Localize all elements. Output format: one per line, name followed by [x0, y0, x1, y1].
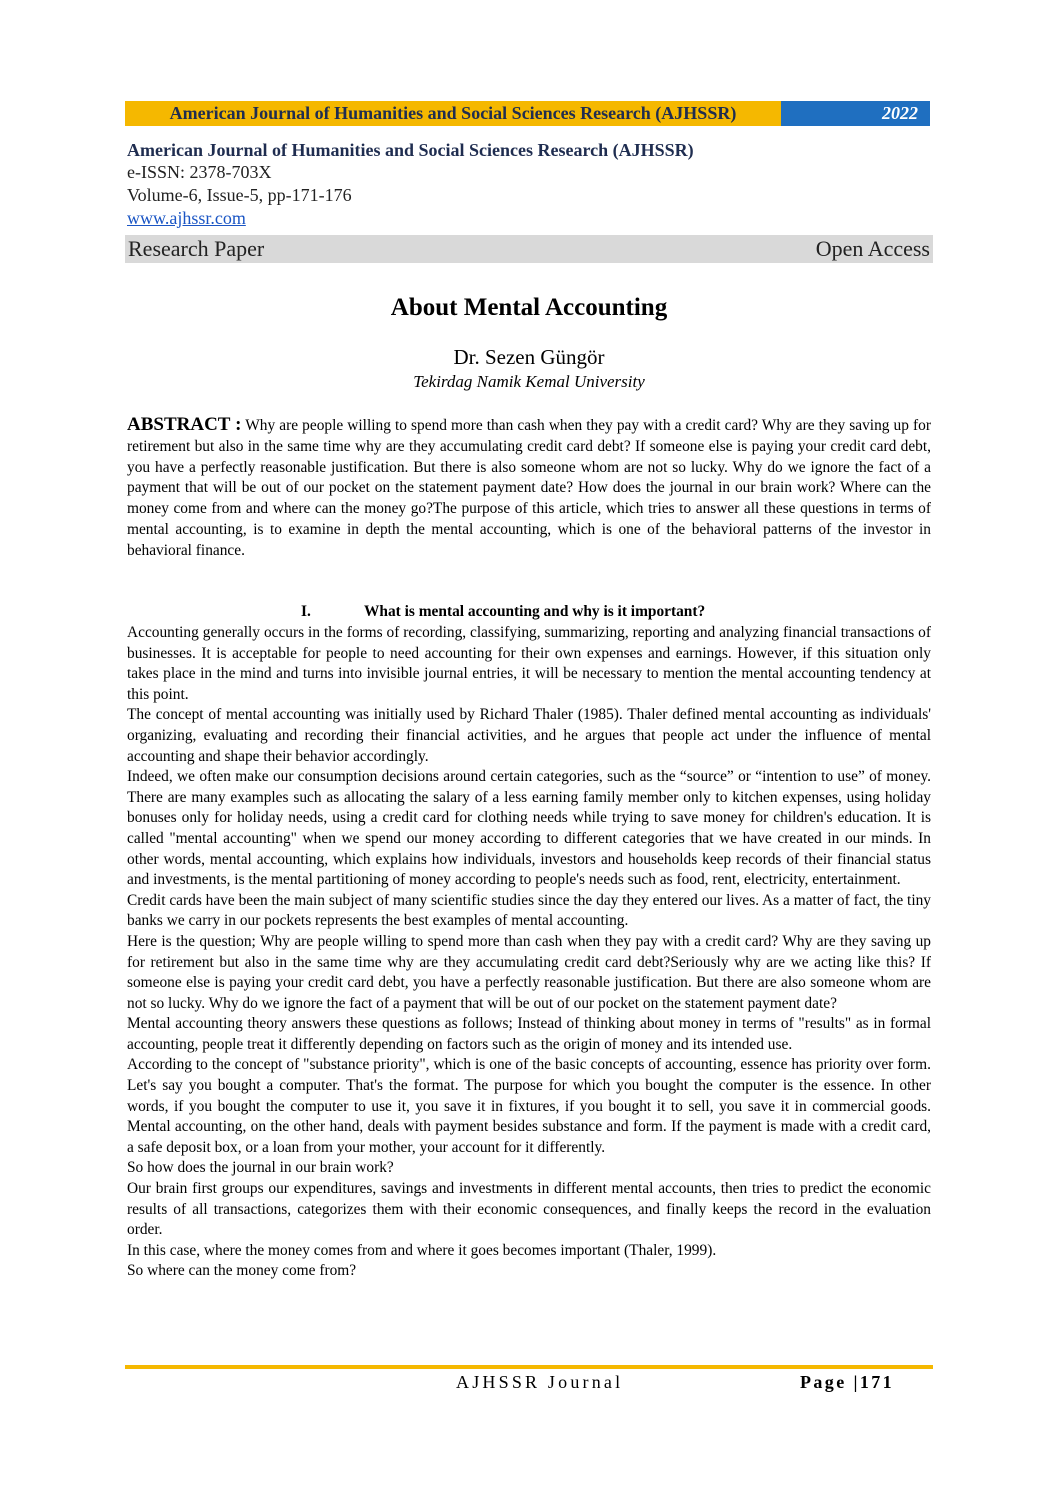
running-header-journal: American Journal of Humanities and Social Sciences Research (AJHSSR): [125, 101, 781, 126]
article-type-label: Research Paper: [128, 236, 265, 261]
paper-author: Dr. Sezen Güngör: [453, 345, 605, 369]
journal-issn: e-ISSN: 2378-703X: [127, 162, 272, 182]
section-number: I.: [301, 603, 311, 620]
running-header-year: 2022: [781, 101, 930, 126]
article-type-bar: [125, 235, 933, 263]
paragraph: Indeed, we often make our consumption decisions around certain categories, such as the “source” or “intention to use” of money. There are many examples such as allocating the salary of a less earning family member only to kitchen expenses, using holiday bonuses only for holiday needs, using a credit card for clothing needs while trying to save money for children's education. It is called "mental accounting" when we spend our money according to different categories that we have created in our minds. In other words, mental accounting, which explains how individuals, investors and households keep records of their financial status and investments, is the mental partitioning of money according to people's needs such as food, rent, electricity, entertainment.: [127, 768, 931, 889]
paragraph: Credit cards have been the main subject of many scientific studies since the day they entered our lives. As a matter of fact, the tiny banks we carry in our pockets represents the best examples of mental accounting.: [127, 891, 931, 930]
paper-title: About Mental Accounting: [390, 294, 668, 321]
footer-page-number: 171: [859, 1372, 895, 1392]
journal-website-link[interactable]: www.ajhssr.com: [127, 208, 246, 228]
body-text: [127, 623, 931, 1282]
footer-page-label: Page |: [800, 1372, 860, 1392]
paragraph: In this case, where the money comes from and where it goes becomes important (Thaler, 1999).: [127, 1241, 717, 1259]
author-affiliation: Tekirdag Namik Kemal University: [413, 372, 645, 391]
journal-name: American Journal of Humanities and Social Sciences Research (AJHSSR): [127, 140, 694, 160]
abstract-text: Why are people willing to spend more than cash when they pay with a credit card? Why are they saving up for retirement but also in the same time why are they accumulating credit card debt? If someone else is paying your credit card debt, you have a perfectly reasonable justification. But there is also someone whom are not so lucky. Why do we ignore the fact of a payment that will be out of our pocket on the statement payment date? How does the journal in our brain work? Where can the money come from and where can the money go?The purpose of this article, which tries to answer all these questions in terms of mental accounting, is to examine in depth the mental accounting, which is one of the behavioral patterns of the investor in behavioral finance.: [127, 417, 931, 559]
footer-rule: [125, 1365, 933, 1369]
journal-volume: Volume-6, Issue-5, pp-171-176: [127, 185, 352, 205]
paragraph: Here is the question; Why are people willing to spend more than cash when they pay with a credit card? Why are they saving up for retirement but also in the same time why are they accumulating credit card debt?Seriously why are we acting like this? If someone else is paying your credit card debt, you have a perfectly reasonable justification. But there are also someone whom are not so lucky. Why do we ignore the fact of a payment that will be out of our pocket on the statement payment date?: [127, 932, 931, 1012]
paragraph: Mental accounting theory answers these questions as follows; Instead of thinking about money in terms of "results" as in formal accounting, people treat it differently depending on factors such as the origin of money and its intended use.: [127, 1015, 931, 1053]
paragraph: According to the concept of "substance priority", which is one of the basic concepts of accounting, essence has priority over form. Let's say you bought a computer. That's the format. The purpose for which you bought the computer is the essence. In other words, if you bought the computer to use it, you save it in fixtures, if you bought it to sell, you save it in commercial goods. Mental accounting, on the other hand, deals with payment besides substance and form. If the payment is made with a credit card, a safe deposit box, or a loan from your mother, your account for it differently.: [127, 1056, 931, 1156]
paragraph: Accounting generally occurs in the forms of recording, classifying, summarizing, reporting and analyzing financial transactions of businesses. It is acceptable for people to need accounting for their own expenses and earnings. However, if this situation only takes place in the mind and turns into invisible journal entries, it will be necessary to mention the mental accounting tendency at this point.: [127, 624, 931, 703]
abstract: [127, 415, 931, 562]
paragraph: Our brain first groups our expenditures, savings and investments in different mental accounts, then tries to predict the economic results of all transactions, categorizes them with their economic consequences, and finally keeps the record in the evaluation order.: [127, 1180, 931, 1239]
paragraph: So how does the journal in our brain work?: [127, 1159, 394, 1177]
abstract-label: ABSTRACT :: [127, 414, 242, 435]
section-title: What is mental accounting and why is it important?: [364, 603, 706, 620]
footer-journal: AJHSSR Journal: [456, 1372, 624, 1392]
running-header: [125, 101, 930, 126]
footer-page: [800, 1372, 894, 1393]
journal-info: [127, 139, 933, 230]
access-type-label: Open Access: [815, 236, 930, 261]
paragraph: So where can the money come from?: [127, 1262, 357, 1280]
paragraph: The concept of mental accounting was initially used by Richard Thaler (1985). Thaler defined mental accounting as individuals' organizing, evaluating and recording their financial activities, and he argues that people act under the influence of mental accounting and shape their behavior accordingly.: [127, 706, 931, 765]
